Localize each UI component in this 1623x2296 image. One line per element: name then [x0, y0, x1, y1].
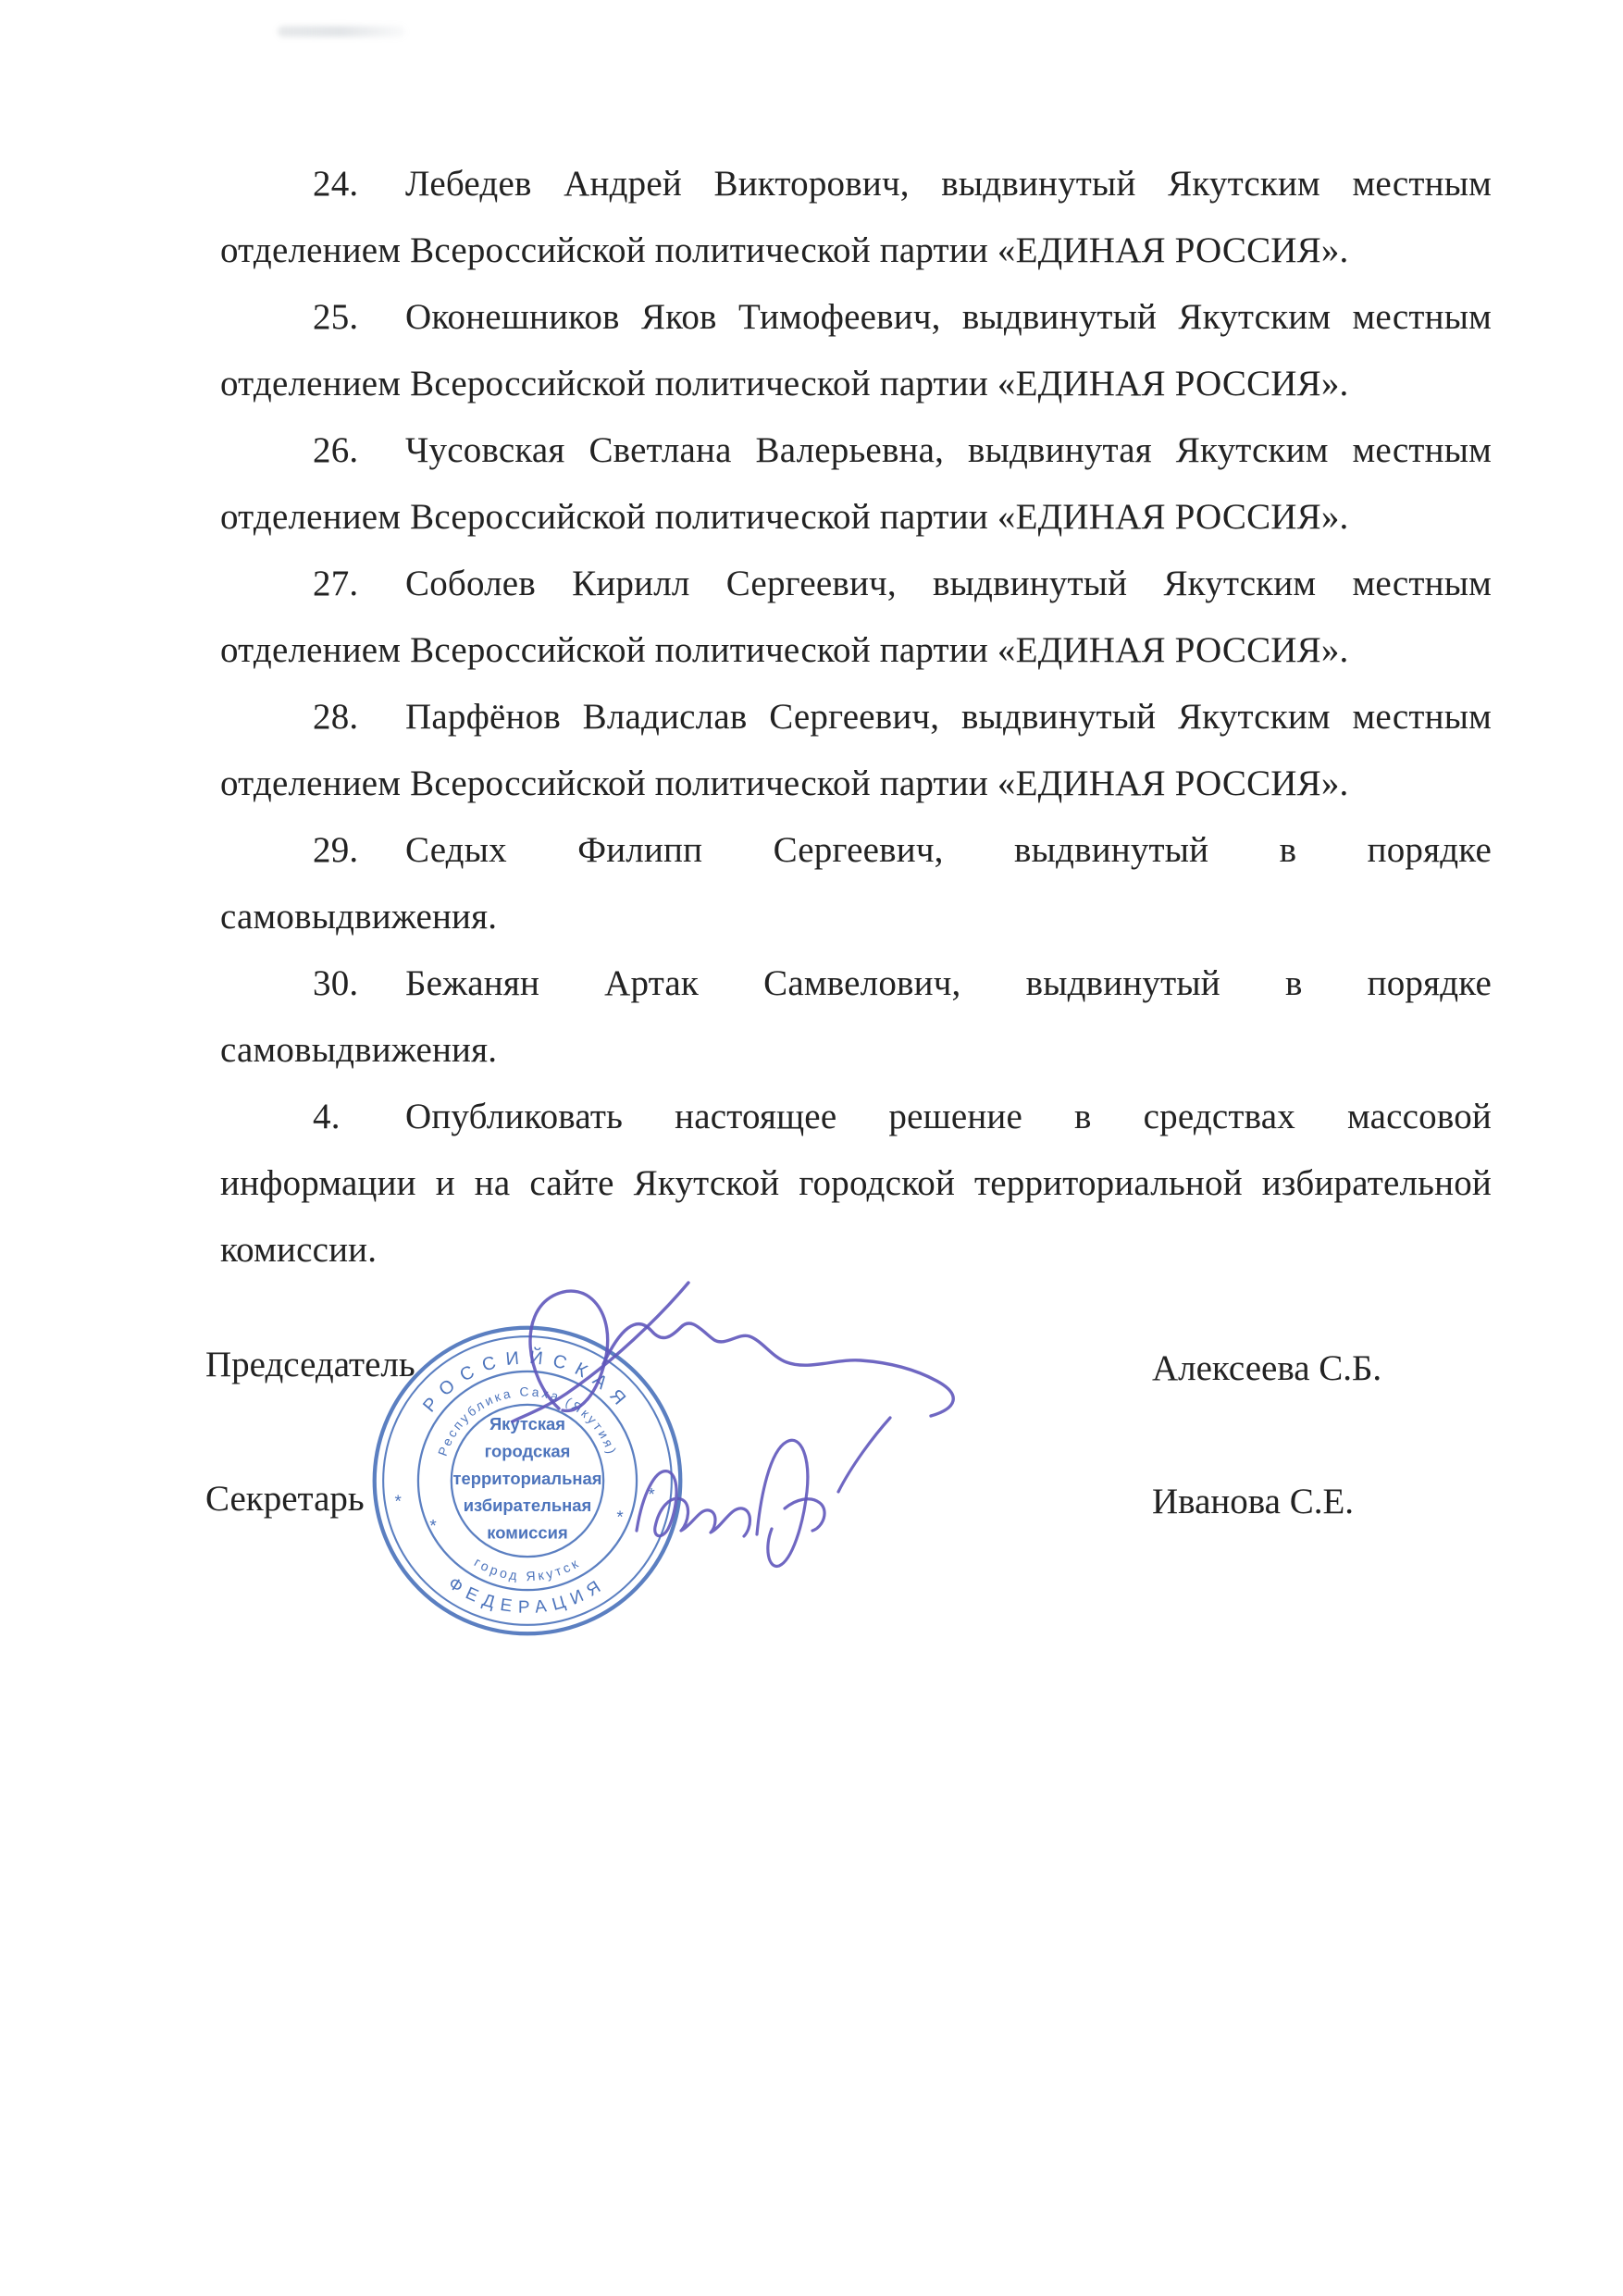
star-icon: *	[429, 1516, 437, 1536]
chairman-name: Алексеева С.Б.	[1152, 1348, 1382, 1388]
paragraph-line: отделением Всероссийской политической партии «ЕДИНАЯ РОССИЯ».	[220, 630, 1349, 670]
stamp-center-line: комиссия	[487, 1522, 568, 1543]
item-number: 4.	[313, 1097, 341, 1136]
stamp-center-line: городская	[484, 1441, 571, 1461]
item-number: 30.	[313, 963, 359, 1003]
paragraph-line: 4. Опубликовать настоящее решение в средствах массовой	[220, 1084, 1492, 1150]
secretary-signature	[637, 1418, 890, 1566]
paragraph-line: 29. Седых Филипп Сергеевич, выдвинутый в порядке	[220, 817, 1492, 884]
paragraph-line: отделением Всероссийской политической партии «ЕДИНАЯ РОССИЯ».	[220, 364, 1349, 403]
chairman-label: Председатель	[205, 1345, 415, 1384]
stamp-middle-top-text: Республика Саха (Якутия)	[435, 1384, 620, 1458]
stamp-outer-bottom-text: ФЕДЕРАЦИЯ	[444, 1573, 611, 1618]
paragraph-line: отделением Всероссийской политической партии «ЕДИНАЯ РОССИЯ».	[220, 497, 1349, 537]
paragraph-line: 24. Лебедев Андрей Викторович, выдвинутый Якутским местным	[220, 151, 1492, 217]
paragraph-line: 25. Оконешников Яков Тимофеевич, выдвинутый Якутским местным	[220, 284, 1492, 351]
paragraph-line: информации и на сайте Якутской городской территориальной избирательной	[220, 1163, 1492, 1203]
paragraph-line: самовыдвижения.	[220, 1030, 498, 1070]
star-icon: *	[394, 1492, 402, 1512]
item-number: 26.	[313, 430, 359, 470]
stamp-center-line: Якутская	[489, 1414, 566, 1434]
stamp-center-line: избирательная	[463, 1496, 592, 1516]
paragraph-line: самовыдвижения.	[220, 897, 498, 937]
paragraph-line: отделением Всероссийской политической партии «ЕДИНАЯ РОССИЯ».	[220, 763, 1349, 803]
secretary-label: Секретарь	[205, 1479, 365, 1519]
star-icon: *	[648, 1484, 655, 1505]
paragraph-line: отделением Всероссийской политической партии «ЕДИНАЯ РОССИЯ».	[220, 230, 1349, 270]
stamp-center-line: территориальная	[452, 1468, 602, 1488]
item-number: 29.	[313, 830, 359, 870]
paragraph-line: 26. Чусовская Светлана Валерьевна, выдвинутая Якутским местным	[220, 417, 1492, 484]
stamp-outer-top-text: РОССИЙСКАЯ	[418, 1347, 637, 1417]
secretary-name: Иванова С.Е.	[1152, 1482, 1355, 1521]
chairman-signature	[513, 1283, 953, 1421]
stamp-middle-bottom-text: город Якутск	[471, 1555, 584, 1585]
item-number: 28.	[313, 697, 359, 737]
paragraph-line: 28. Парфёнов Владислав Сергеевич, выдвинутый Якутским местным	[220, 684, 1492, 751]
item-number: 27.	[313, 564, 359, 603]
paragraph-line: комиссии.	[220, 1230, 378, 1270]
paragraph-line: 30. Бежанян Артак Самвелович, выдвинутый в порядке	[220, 950, 1492, 1017]
paragraphs	[220, 151, 1492, 1284]
item-number: 25.	[313, 297, 359, 337]
paragraph-line: 27. Соболев Кирилл Сергеевич, выдвинутый Якутским местным	[220, 551, 1492, 617]
signatures-overlay	[352, 1277, 1036, 1592]
star-icon: *	[616, 1508, 624, 1528]
scan-smudge	[278, 26, 405, 37]
item-number: 24.	[313, 164, 359, 204]
